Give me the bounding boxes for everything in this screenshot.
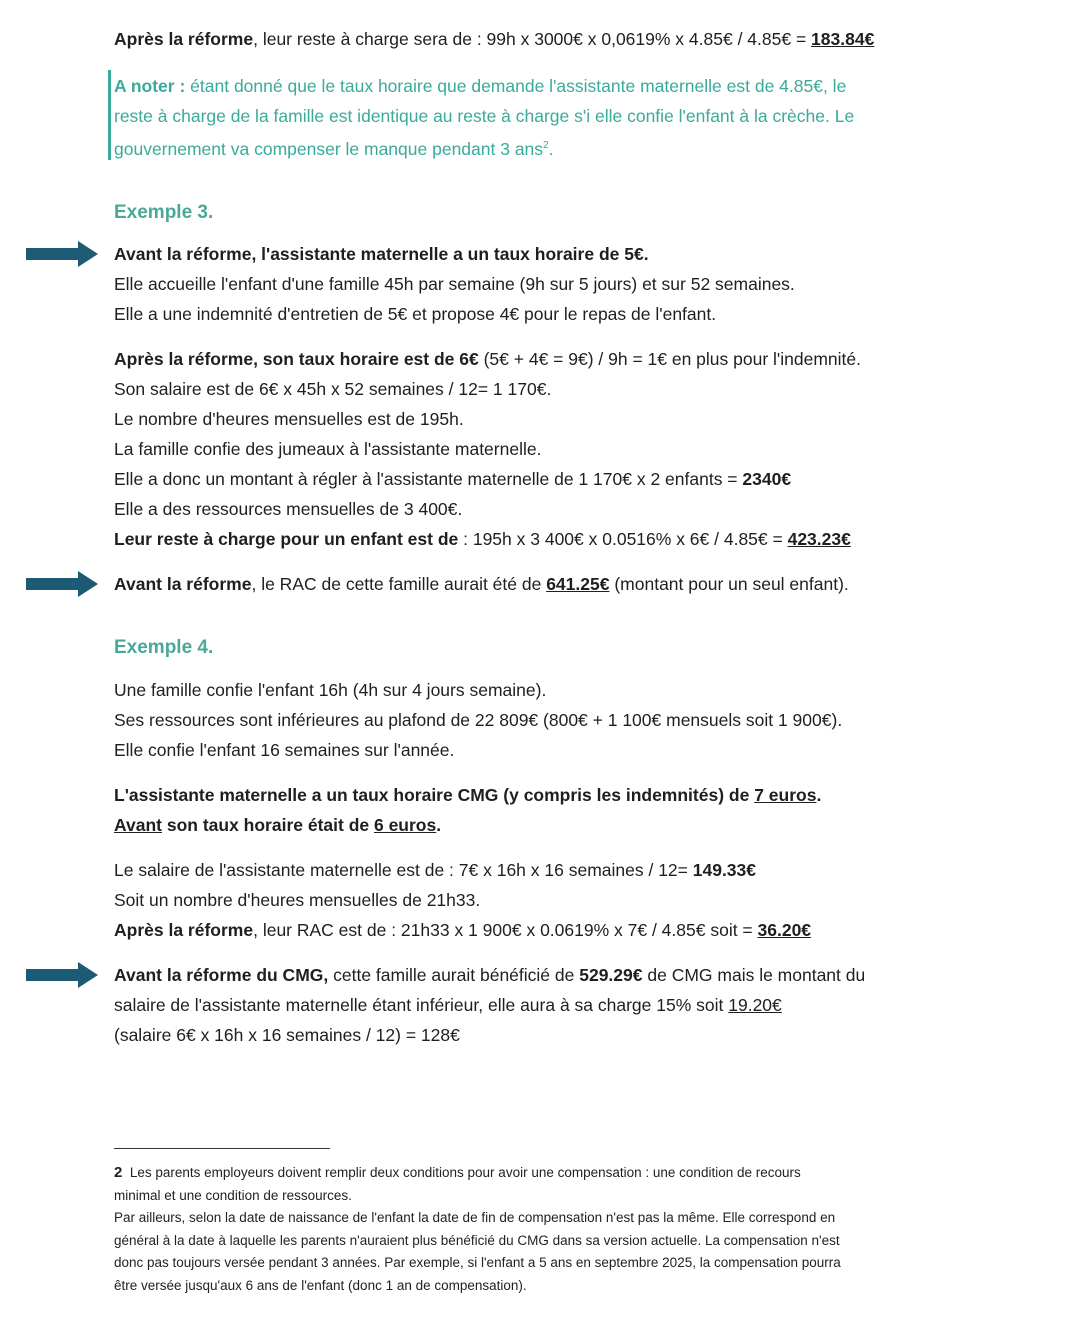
ex4-line-3: Elle confie l'enfant 16 semaines sur l'année. xyxy=(114,740,455,760)
ex3-line-6: Le nombre d'heures mensuelles est de 195h. xyxy=(114,409,464,429)
ex3-line-2: Elle accueille l'enfant d'une famille 45h par semaine (9h sur 5 jours) et sur 52 semaines. xyxy=(114,274,795,294)
ex3-line-4: Après la réforme, son taux horaire est de 6€ (5€ + 4€ = 9€) / 9h = 1€ en plus pour l'indemnité. xyxy=(114,349,862,369)
ex4-line-1: Une famille confie l'enfant 16h (4h sur 4 jours semaine). xyxy=(114,680,547,700)
ex3-line-11: Avant la réforme, le RAC de cette famille aurait été de 641.25€ (montant pour un seul enfant). xyxy=(114,574,849,594)
ex4-line-7: Soit un nombre d'heures mensuelles de 21h33. xyxy=(114,890,481,910)
footnote-line-3: Par ailleurs, selon la date de naissance de l'enfant la date de fin de compensation n'est pas la même. Elle correspond en xyxy=(114,1210,836,1225)
ex3-line-7: La famille confie des jumeaux à l'assistante maternelle. xyxy=(114,439,542,459)
ex3-line-3: Elle a une indemnité d'entretien de 5€ et propose 4€ pour le repas de l'enfant. xyxy=(114,304,717,324)
note-line-1: A noter : étant donné que le taux horaire que demande l'assistante maternelle est de 4.85€, le xyxy=(114,76,847,96)
footnote-line-2: minimal et une condition de ressources. xyxy=(114,1187,352,1203)
ex3-line-5: Son salaire est de 6€ x 45h x 52 semaines / 12= 1 170€. xyxy=(114,379,552,399)
arrow-right-icon xyxy=(26,962,98,988)
footnote-rule xyxy=(114,1148,330,1149)
arrow-right-icon xyxy=(26,241,98,267)
ex4-line-6: Le salaire de l'assistante maternelle est de : 7€ x 16h x 16 semaines / 12= 149.33€ xyxy=(114,860,757,880)
footnote-line-5: donc pas toujours versée pendant 3 années. Par exemple, si l'enfant a 5 ans en septembre 2025, la compensation pourra xyxy=(114,1255,841,1270)
ex4-line-4: L'assistante maternelle a un taux horaire CMG (y compris les indemnités) de 7 euros. xyxy=(114,785,822,805)
ex3-line-8: Elle a donc un montant à régler à l'assistante maternelle de 1 170€ x 2 enfants = 2340€ xyxy=(114,469,792,489)
line-after-reform-1: Après la réforme, leur reste à charge sera de : 99h x 3000€ x 0,0619% x 4.85€ / 4.85€ = 183.84€ xyxy=(114,29,875,49)
ex3-line-10: Leur reste à charge pour un enfant est de : 195h x 3 400€ x 0.0516% x 6€ / 4.85€ = 423.23€ xyxy=(114,529,851,549)
footnote-line-1: 2 Les parents employeurs doivent remplir deux conditions pour avoir une compensation : une condition de recours xyxy=(114,1164,801,1181)
footnote-line-6: être versée jusqu'aux 6 ans de l'enfant (donc 1 an de compensation). xyxy=(114,1277,527,1293)
ex3-line-9: Elle a des ressources mensuelles de 3 400€. xyxy=(114,499,463,519)
footnote-line-4: général à la date à laquelle les parents n'auraient plus bénéficié du CMG dans sa version actuelle. La compensation n'est xyxy=(114,1232,840,1248)
ex4-line-2: Ses ressources sont inférieures au plafond de 22 809€ (800€ + 1 100€ mensuels soit 1 900€). xyxy=(114,710,843,730)
ex4-line-9: Avant la réforme du CMG, cette famille aurait bénéficié de 529.29€ de CMG mais le montant du xyxy=(114,965,866,985)
ex4-line-10: salaire de l'assistante maternelle étant inférieur, elle aura à sa charge 15% soit 19.20€ xyxy=(114,995,782,1015)
arrow-right-icon xyxy=(26,571,98,597)
note-line-3: gouvernement va compenser le manque pendant 3 ans$^2$. xyxy=(114,138,554,159)
ex4-line-11: (salaire 6€ x 16h x 16 semaines / 12) = 128€ xyxy=(114,1025,460,1045)
heading-example-3: Exemple 3. xyxy=(114,202,214,223)
ex3-line-1: Avant la réforme, l'assistante maternelle a un taux horaire de 5€. xyxy=(114,244,649,264)
ex4-line-8: Après la réforme, leur RAC est de : 21h33 x 1 900€ x 0.0619% x 7€ / 4.85€ soit = 36.20€ xyxy=(114,920,812,940)
note-bar xyxy=(108,70,111,160)
footnote-ref: 2 xyxy=(543,140,549,151)
heading-example-4: Exemple 4. xyxy=(114,637,214,658)
ex4-line-5: Avant son taux horaire était de 6 euros. xyxy=(114,815,442,835)
footnote xyxy=(114,1162,964,1297)
note-line-2: reste à charge de la famille est identique au reste à charge s'i elle confie l'enfant à la crèche. Le xyxy=(114,106,855,126)
